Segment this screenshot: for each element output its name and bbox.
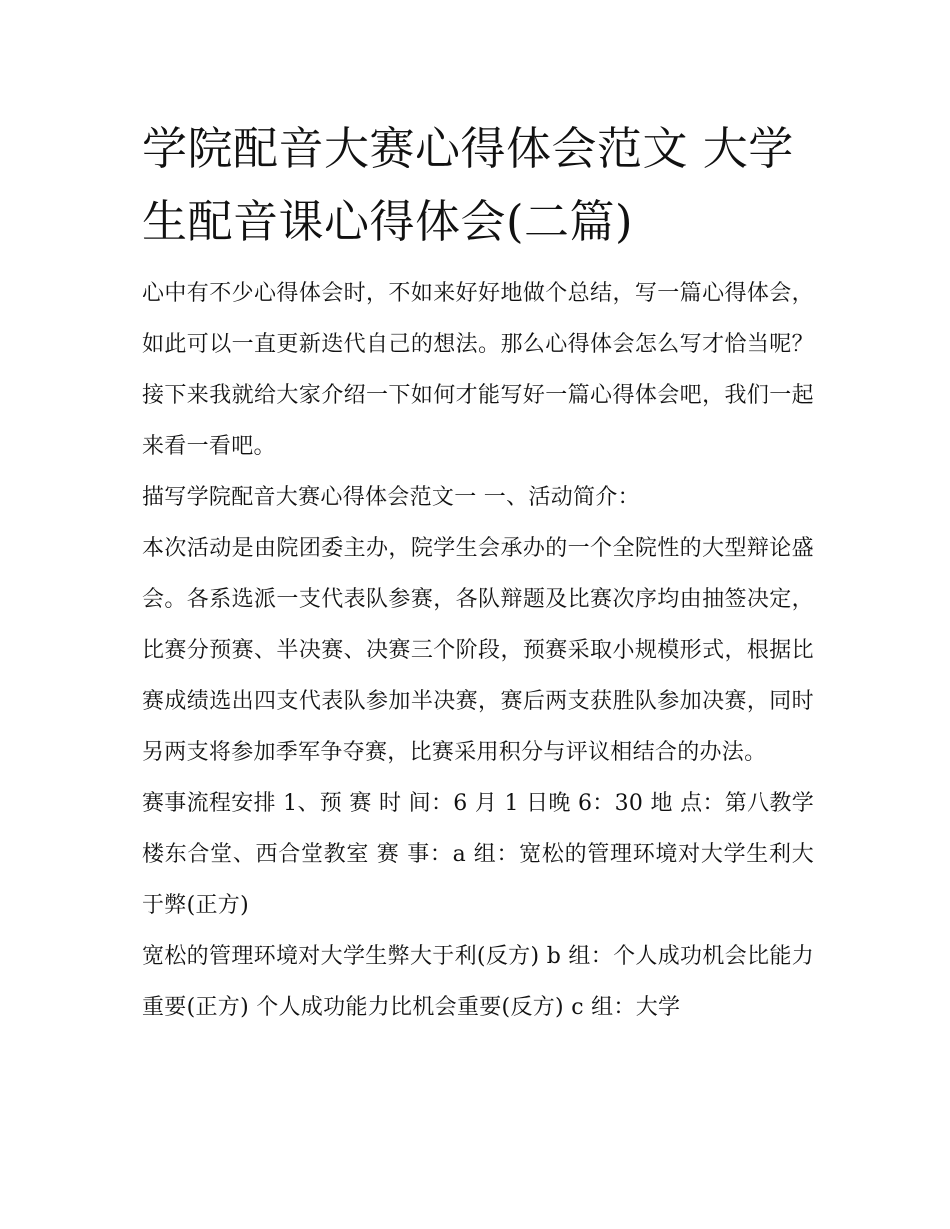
paragraph-schedule: 赛事流程安排 1、预 赛 时 间：6 月 1 日晚 6：30 地 点：第八教学楼东合堂、西合堂教室 赛 事：a 组：宽松的管理环境对大学生利大于弊(正方) bbox=[142, 791, 814, 918]
paragraph-activity-intro: 本次活动是由院团委主办，院学生会承办的一个全院性的大型辩论盛会。各系选派一支代表队参赛，各队辩题及比赛次序均由抽签决定，比赛分预赛、半决赛、决赛三个阶段，预赛采取小规模形式，根据比赛成绩选出四支代表队参加半决赛，赛后两支获胜队参加决赛，同时另两支将参加季军争夺赛，比赛采用积分与评议相结合的办法。 bbox=[142, 536, 814, 765]
paragraph-intro: 心中有不少心得体会时，不如来好好地做个总结，写一篇心得体会，如此可以一直更新迭代自己的想法。那么心得体会怎么写才恰当呢？接下来我就给大家介绍一下如何才能写好一篇心得体会吧，我们一起来看一看吧。 bbox=[142, 281, 814, 459]
paragraph-topics: 宽松的管理环境对大学生弊大于利(反方) b 组：个人成功机会比能力重要(正方) 个人成功能力比机会重要(反方) c 组：大学 bbox=[142, 944, 814, 1020]
paragraph-section-heading: 描写学院配音大赛心得体会范文一 一、活动简介： bbox=[142, 485, 640, 510]
document-page bbox=[142, 112, 814, 1033]
document-title: 学院配音大赛心得体会范文 大学生配音课心得体会(二篇) bbox=[142, 122, 794, 248]
